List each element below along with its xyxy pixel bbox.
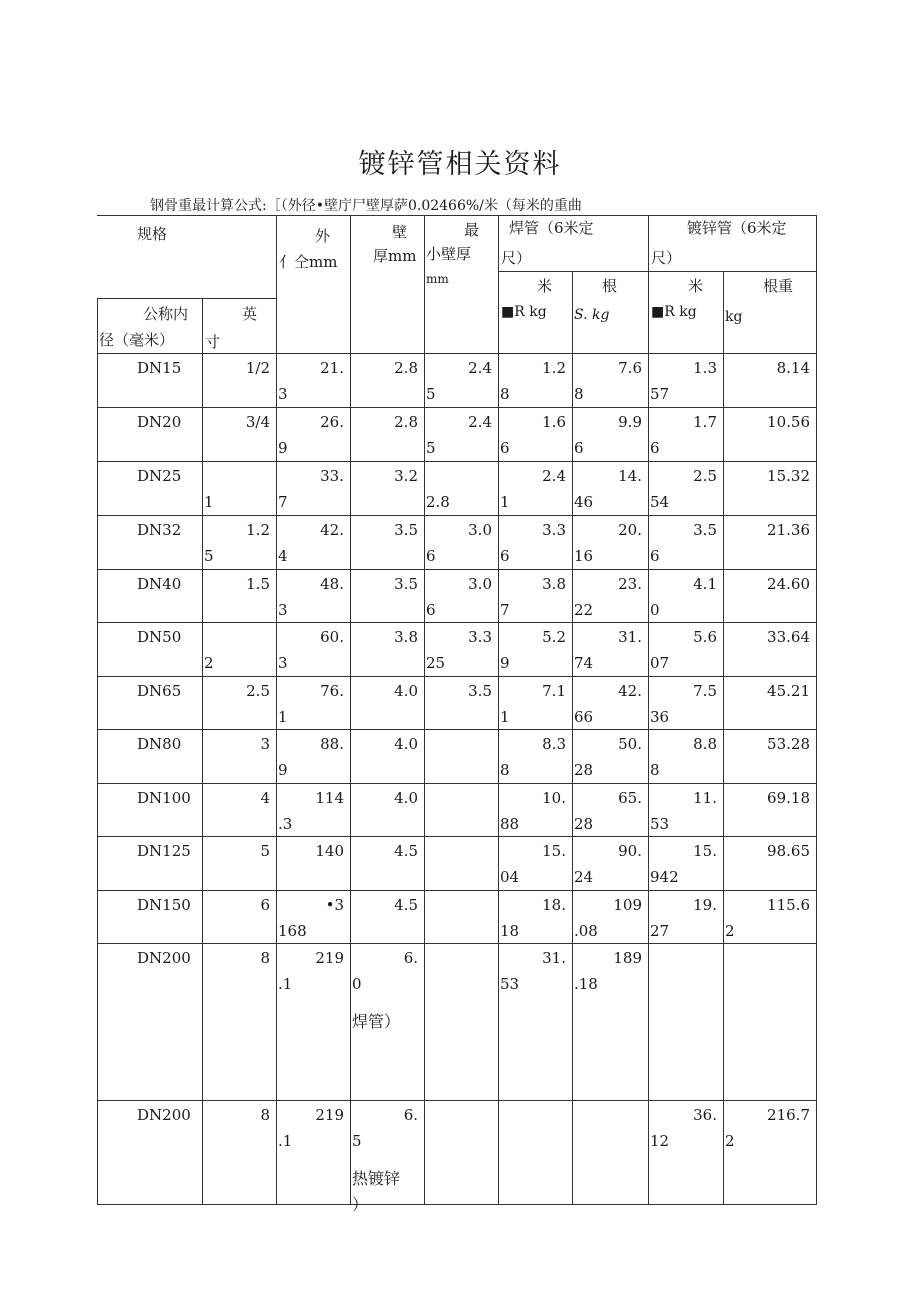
- cell-dn: DN150: [137, 896, 191, 914]
- cell-gr-a: 45.21: [767, 682, 810, 700]
- cell-wm-a: 3.3: [542, 521, 566, 539]
- header-wall-2: 厚mm: [373, 247, 417, 265]
- cell-wall-a: 2.8: [394, 359, 418, 377]
- cell-minwall-b: 25: [426, 654, 446, 672]
- cell-gm-b: 6: [650, 439, 660, 457]
- cell-dn: DN65: [137, 682, 182, 700]
- cell-gm-a: 5.6: [693, 628, 717, 646]
- cell-wm-b: 9: [500, 654, 510, 672]
- cell-wall-a: 6.: [403, 949, 418, 967]
- header-galv-per-root-1: 根重: [763, 277, 794, 295]
- cell-od-a: 219: [315, 1106, 344, 1124]
- cell-od-b: 3: [278, 601, 288, 619]
- cell-wm-b: 88: [500, 815, 520, 833]
- cell-wr-a: 90.: [618, 842, 642, 860]
- cell-od-b: .1: [278, 1132, 293, 1150]
- header-galv-per-root-2: kg: [725, 309, 743, 325]
- cell-gm-b: 54: [650, 493, 670, 511]
- cell-gm-a: 36.: [693, 1106, 717, 1124]
- cell-wall-a: 3.5: [394, 575, 418, 593]
- cell-gr-a: 115.6: [767, 896, 810, 914]
- cell-gm-a: 1.3: [693, 359, 717, 377]
- cell-minwall-b: 6: [426, 547, 436, 565]
- cell-inch-a: 8: [260, 949, 270, 967]
- cell-wr-b: 28: [574, 761, 594, 779]
- cell-inch-b: 5: [204, 547, 214, 565]
- weight-formula: 钢骨重最计算公式:［（外径•壁庁尸壁厚萨0.02466%/米（每米的重曲: [150, 198, 582, 214]
- cell-od-a: 48.: [320, 575, 344, 593]
- cell-gr-a: 98.65: [767, 842, 810, 860]
- cell-gm-b: 8: [650, 761, 660, 779]
- cell-gr-a: 15.32: [767, 467, 810, 485]
- cell-wall-a: 2.8: [394, 413, 418, 431]
- cell-gr-a: 216.7: [767, 1106, 810, 1124]
- cell-gm-b: 0: [650, 601, 660, 619]
- header-galv-per-meter-2: ■R kg: [651, 304, 697, 320]
- cell-wr-b: .08: [574, 922, 598, 940]
- cell-gr-b: 2: [725, 922, 735, 940]
- cell-inch-a: 2.5: [246, 682, 270, 700]
- cell-wm-a: 8.3: [542, 735, 566, 753]
- cell-dn: DN200: [137, 949, 191, 967]
- cell-minwall-b: 5: [426, 439, 436, 457]
- cell-wm-a: 1.6: [542, 413, 566, 431]
- cell-od-b: 1: [278, 708, 288, 726]
- cell-wm-a: 7.1: [542, 682, 566, 700]
- cell-wr-b: 8: [574, 385, 584, 403]
- cell-wr-b: 6: [574, 439, 584, 457]
- cell-wr-b: 74: [574, 654, 594, 672]
- cell-gm-b: 36: [650, 708, 670, 726]
- cell-wall-a: 3.8: [394, 628, 418, 646]
- cell-od-b: 9: [278, 761, 288, 779]
- cell-od-b: 168: [278, 922, 307, 940]
- cell-od-a: 140: [315, 842, 344, 860]
- cell-gm-b: 6: [650, 547, 660, 565]
- cell-od-a: •3: [325, 896, 344, 914]
- cell-od-a: 76.: [320, 682, 344, 700]
- cell-wm-a: 10.: [542, 789, 566, 807]
- cell-wr-a: 31.: [618, 628, 642, 646]
- cell-wm-a: 18.: [542, 896, 566, 914]
- cell-gr-a: 53.28: [767, 735, 810, 753]
- cell-wm-a: 1.2: [542, 359, 566, 377]
- cell-gr-b: 2: [725, 1132, 735, 1150]
- cell-wr-b: 28: [574, 815, 594, 833]
- cell-gm-b: 07: [650, 654, 670, 672]
- cell-gm-a: 11.: [693, 789, 717, 807]
- cell-gr-a: 33.64: [767, 628, 810, 646]
- cell-wm-a: 2.4: [542, 467, 566, 485]
- cell-od-a: 33.: [320, 467, 344, 485]
- cell-gm-b: 27: [650, 922, 670, 940]
- cell-gm-a: 8.8: [693, 735, 717, 753]
- cell-wr-a: 109: [613, 896, 642, 914]
- cell-od-b: 3: [278, 385, 288, 403]
- header-min-wall-1: 最: [464, 221, 480, 239]
- header-welded-per-root-2: S. kg: [574, 307, 610, 323]
- cell-wall-b: 0: [352, 975, 362, 993]
- cell-dn: DN32: [137, 521, 182, 539]
- cell-dn: DN20: [137, 413, 182, 431]
- cell-gm-b: 57: [650, 385, 670, 403]
- header-welded-per-root-1: 根: [602, 277, 618, 295]
- cell-minwall-a: 2.4: [468, 413, 492, 431]
- cell-inch-a: 1.2: [246, 521, 270, 539]
- header-welded-pipe-2: 尺）: [501, 249, 532, 267]
- header-galv-per-meter-1: 米: [688, 277, 704, 295]
- cell-wr-a: 14.: [618, 467, 642, 485]
- cell-wr-b: 66: [574, 708, 594, 726]
- cell-wr-b: .18: [574, 975, 598, 993]
- cell-minwall-a: 3.3: [468, 628, 492, 646]
- cell-od-b: 7: [278, 493, 288, 511]
- cell-wr-a: 65.: [618, 789, 642, 807]
- cell-wall-note: 焊管）: [352, 1012, 401, 1031]
- cell-inch-b: 2: [204, 654, 214, 672]
- header-outer-diameter-1: 外: [315, 227, 331, 245]
- cell-inch-a: 3/4: [245, 413, 270, 431]
- cell-wm-b: 6: [500, 547, 510, 565]
- cell-wr-a: 42.: [618, 682, 642, 700]
- header-welded-per-meter-1: 米: [537, 277, 553, 295]
- cell-wall-a: 4.5: [394, 842, 418, 860]
- header-welded-pipe-1: 焊管（6米定: [509, 219, 594, 237]
- cell-od-b: 3: [278, 654, 288, 672]
- cell-od-b: 4: [278, 547, 288, 565]
- cell-wall-a: 6.: [403, 1106, 418, 1124]
- cell-gm-a: 1.7: [693, 413, 717, 431]
- cell-wm-b: 7: [500, 601, 510, 619]
- cell-gr-a: 21.36: [767, 521, 810, 539]
- cell-inch-b: 1: [204, 493, 214, 511]
- header-outer-diameter-2: 亻仝mm: [279, 253, 338, 271]
- cell-wall-a: 4.0: [394, 735, 418, 753]
- cell-inch-a: 5: [260, 842, 270, 860]
- cell-wm-b: 53: [500, 975, 520, 993]
- cell-dn: DN15: [137, 359, 182, 377]
- cell-gm-a: 3.5: [693, 521, 717, 539]
- cell-wr-b: 16: [574, 547, 594, 565]
- page-title: 镀锌管相关资料: [358, 149, 562, 180]
- cell-gm-a: 7.5: [693, 682, 717, 700]
- cell-wr-b: 22: [574, 601, 594, 619]
- cell-dn: DN50: [137, 628, 182, 646]
- cell-wr-a: 20.: [618, 521, 642, 539]
- cell-wall-note: 热镀锌: [352, 1169, 401, 1188]
- cell-inch-a: 3: [260, 735, 270, 753]
- cell-inch-a: 6: [260, 896, 270, 914]
- header-inch-1: 英: [242, 305, 258, 323]
- cell-dn: DN125: [137, 842, 191, 860]
- cell-dn: DN200: [137, 1106, 191, 1124]
- cell-wm-b: 8: [500, 385, 510, 403]
- cell-minwall-b: 2.8: [426, 493, 450, 511]
- cell-inch-a: 1.5: [246, 575, 270, 593]
- cell-wm-a: 31.: [542, 949, 566, 967]
- cell-wall-a: 4.0: [394, 789, 418, 807]
- cell-wall-a: 4.0: [394, 682, 418, 700]
- cell-od-a: 219: [315, 949, 344, 967]
- cell-wall-note: ）: [352, 1195, 369, 1214]
- header-min-wall-3: mm: [426, 272, 449, 286]
- cell-wm-b: 04: [500, 868, 520, 886]
- header-spec: 规格: [137, 225, 168, 243]
- cell-wm-a: 15.: [542, 842, 566, 860]
- cell-od-a: 42.: [320, 521, 344, 539]
- header-inch-2: 寸: [205, 333, 221, 351]
- cell-wall-a: 3.5: [394, 521, 418, 539]
- header-welded-per-meter-2: ■R kg: [501, 304, 547, 320]
- cell-wr-a: 189: [613, 949, 642, 967]
- cell-od-b: .3: [278, 815, 293, 833]
- cell-od-b: .1: [278, 975, 293, 993]
- cell-minwall-a: 3.5: [468, 682, 492, 700]
- cell-gr-a: 10.56: [767, 413, 810, 431]
- cell-gm-b: 53: [650, 815, 670, 833]
- header-nominal-bore-1: 公称内: [143, 305, 189, 323]
- cell-wm-a: 3.8: [542, 575, 566, 593]
- cell-inch-a: 4: [260, 789, 270, 807]
- cell-gr-a: 8.14: [776, 359, 810, 377]
- header-min-wall-2: 小壁厚: [426, 245, 472, 263]
- cell-dn: DN25: [137, 467, 182, 485]
- cell-minwall-b: 6: [426, 601, 436, 619]
- cell-gm-b: 12: [650, 1132, 670, 1150]
- cell-od-a: 88.: [320, 735, 344, 753]
- cell-minwall-a: 3.0: [468, 521, 492, 539]
- cell-inch-a: 1/2: [245, 359, 270, 377]
- cell-minwall-b: 5: [426, 385, 436, 403]
- cell-minwall-a: 3.0: [468, 575, 492, 593]
- cell-gm-a: 15.: [693, 842, 717, 860]
- cell-gr-a: 24.60: [767, 575, 810, 593]
- cell-wr-b: 46: [574, 493, 594, 511]
- cell-od-a: 21.: [320, 359, 344, 377]
- cell-dn: DN80: [137, 735, 182, 753]
- cell-dn: DN40: [137, 575, 182, 593]
- cell-wm-b: 18: [500, 922, 520, 940]
- cell-wm-b: 1: [500, 708, 510, 726]
- cell-wr-a: 9.9: [618, 413, 642, 431]
- cell-minwall-a: 2.4: [468, 359, 492, 377]
- cell-od-b: 9: [278, 439, 288, 457]
- cell-wall-b: 5: [352, 1132, 362, 1150]
- cell-wr-b: 24: [574, 868, 594, 886]
- cell-od-a: 26.: [320, 413, 344, 431]
- cell-wm-a: 5.2: [542, 628, 566, 646]
- cell-od-a: 114: [315, 789, 344, 807]
- cell-wr-a: 50.: [618, 735, 642, 753]
- cell-wm-b: 1: [500, 493, 510, 511]
- cell-wr-a: 7.6: [618, 359, 642, 377]
- cell-od-a: 60.: [320, 628, 344, 646]
- cell-inch-a: 8: [260, 1106, 270, 1124]
- cell-gr-a: 69.18: [767, 789, 810, 807]
- header-nominal-bore-2: 径（毫米）: [99, 331, 175, 349]
- pipe-spec-table: [97, 215, 817, 1214]
- cell-gm-a: 4.1: [693, 575, 717, 593]
- header-wall-1: 壁: [392, 223, 408, 241]
- cell-dn: DN100: [137, 789, 191, 807]
- cell-gm-a: 2.5: [693, 467, 717, 485]
- cell-wall-a: 4.5: [394, 896, 418, 914]
- cell-wm-b: 8: [500, 761, 510, 779]
- header-galvanized-pipe-1: 镀锌管（6米定: [687, 219, 787, 237]
- cell-gm-b: 942: [650, 868, 679, 886]
- cell-wm-b: 6: [500, 439, 510, 457]
- cell-wall-a: 3.2: [394, 467, 418, 485]
- cell-gm-a: 19.: [693, 896, 717, 914]
- cell-wr-a: 23.: [618, 575, 642, 593]
- header-galvanized-pipe-2: 尺）: [651, 249, 682, 267]
